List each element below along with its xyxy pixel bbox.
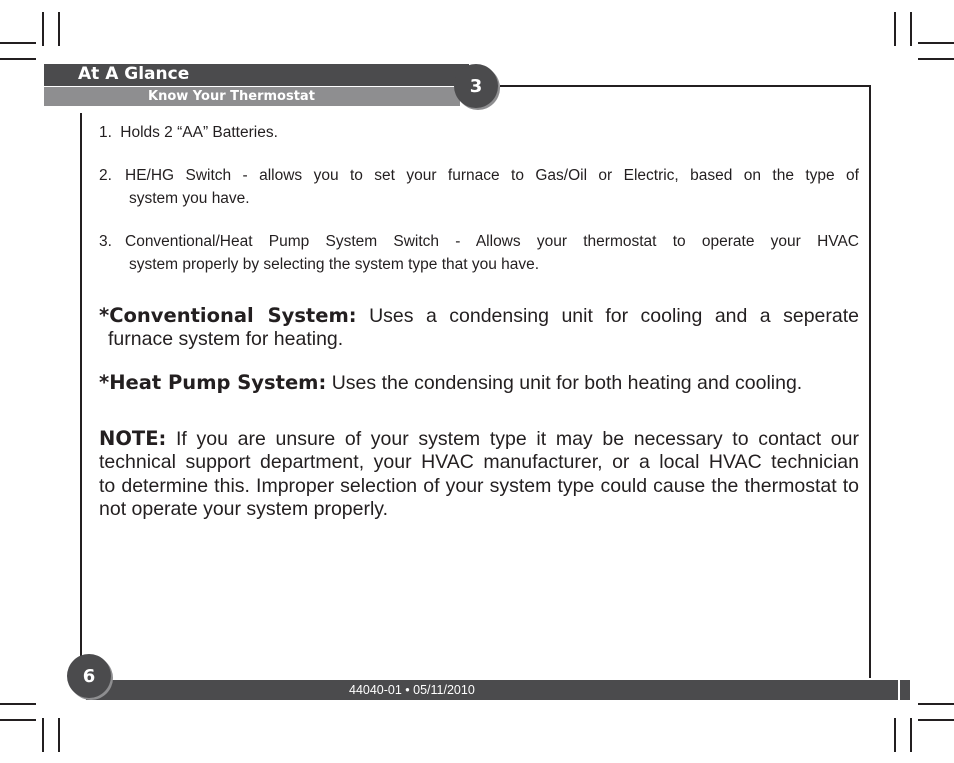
- list-item-1: [99, 121, 278, 144]
- page-badge: 3: [454, 64, 498, 108]
- crop-mark: [918, 58, 954, 60]
- crop-mark: [0, 58, 36, 60]
- note-line: not operate your system properly.: [99, 498, 389, 520]
- crop-mark: [42, 718, 44, 752]
- list-text: HE/HG Switch - allows you to set your furnace to Gas/Oil or Electric, based on the type of: [125, 167, 859, 184]
- crop-mark: [894, 12, 896, 46]
- note-line: to determine this. Improper selection of your system type could cause the thermostat to: [99, 475, 859, 497]
- crop-mark: [0, 703, 36, 705]
- bullet-star: *: [99, 371, 110, 394]
- crop-mark: [0, 719, 36, 721]
- list-text: Holds 2 “AA” Batteries.: [120, 124, 278, 141]
- paragraph-text: Uses the condensing unit for both heating and cooling.: [331, 372, 803, 394]
- crop-mark: [58, 12, 60, 46]
- list-number: 1.: [99, 124, 112, 141]
- crop-mark: [918, 719, 954, 721]
- crop-mark: [42, 12, 44, 46]
- crop-mark: [910, 12, 912, 46]
- crop-mark: [918, 42, 954, 44]
- list-number: 3.: [99, 233, 112, 250]
- crop-mark: [58, 718, 60, 752]
- document-code: 44040-01 • 05/11/2010: [349, 683, 475, 697]
- footer-bar: [86, 680, 898, 700]
- conventional-system-paragraph: [99, 304, 859, 328]
- term-label: Conventional System:: [109, 304, 357, 327]
- section-title: At A Glance: [78, 64, 190, 84]
- left-margin-rule: [80, 113, 82, 668]
- list-text: Conventional/Heat Pump System Switch - Allows your thermostat to operate your HVAC: [125, 233, 859, 250]
- footer-bar-end: [900, 680, 910, 700]
- frame-right-rule: [869, 85, 871, 678]
- paragraph-text: furnace system for heating.: [108, 328, 344, 350]
- list-text: system properly by selecting the system type that you have.: [129, 256, 540, 273]
- subsection-title: Know Your Thermostat: [148, 89, 315, 104]
- list-text: system you have.: [129, 190, 250, 207]
- page-number: 6: [67, 654, 111, 698]
- crop-mark: [910, 718, 912, 752]
- crop-mark: [894, 718, 896, 752]
- note-text: If you are unsure of your system type it may be necessary to contact our: [176, 428, 859, 450]
- note-label: NOTE:: [99, 427, 167, 450]
- frame-top-rule: [500, 85, 871, 87]
- paragraph-text: Uses a condensing unit for cooling and a seperate: [369, 305, 859, 327]
- note-line: [99, 427, 859, 451]
- note-line: technical support department, your HVAC manufacturer, or a local HVAC technician: [99, 451, 859, 473]
- bullet-star: *: [99, 304, 110, 327]
- crop-mark: [0, 42, 36, 44]
- heat-pump-paragraph: [99, 371, 859, 395]
- term-label: Heat Pump System:: [109, 371, 327, 394]
- crop-mark: [918, 703, 954, 705]
- list-number: 2.: [99, 167, 112, 184]
